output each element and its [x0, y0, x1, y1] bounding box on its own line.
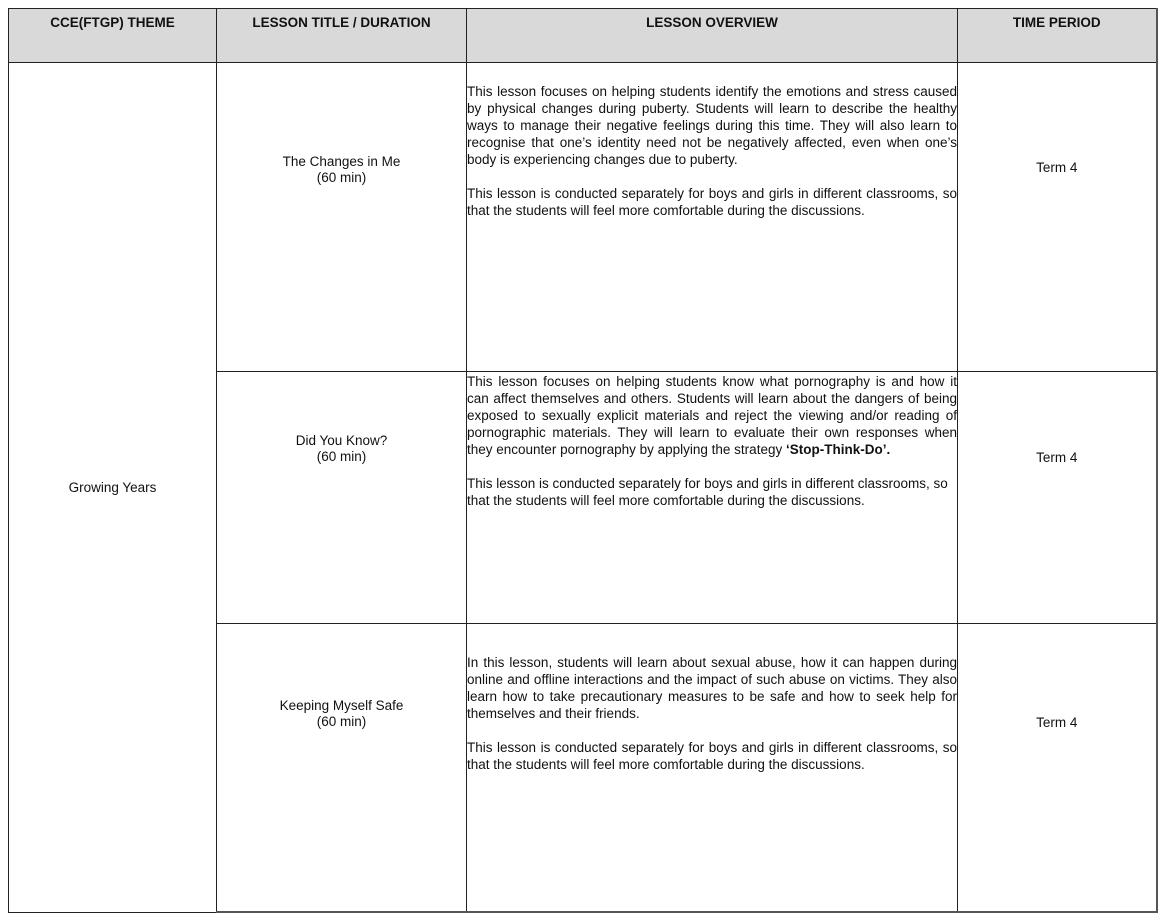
header-theme: CCE(FTGP) THEME: [9, 9, 217, 63]
lesson-title: Keeping Myself Safe: [279, 698, 404, 713]
time-period-cell: Term 4: [958, 372, 1157, 624]
overview-note: This lesson is conducted separately for boys and girls in different classrooms, so that the students will feel more comfortable during the discussions.: [467, 476, 948, 508]
strategy-name: ‘Stop-Think-Do’.: [785, 442, 891, 457]
time-period-cell: Term 4: [958, 624, 1157, 913]
overview-paragraph: [467, 373, 957, 458]
header-row: [9, 9, 1157, 63]
lesson-table: [8, 8, 1158, 913]
header-lesson-title: LESSON TITLE / DURATION: [217, 9, 467, 63]
header-lesson-overview: LESSON OVERVIEW: [467, 9, 958, 63]
lesson-overview-cell: [467, 63, 958, 372]
overview-paragraph: In this lesson, students will learn about sexual abuse, how it can happen during online and offline interactions and the impact of such abuse on victims. They also learn how to take precautionary measures to be safe and how to seek help for themselves and their friends.: [467, 655, 957, 721]
lesson-title: Did You Know?: [295, 433, 388, 448]
overview-note: This lesson is conducted separately for boys and girls in different classrooms, so that the students will feel more comfortable during the discussions.: [467, 186, 957, 218]
lesson-overview-cell: [467, 624, 958, 913]
lesson-title: The Changes in Me: [282, 154, 401, 169]
lesson-duration: (60 min): [316, 170, 367, 185]
lesson-title-cell: [217, 372, 467, 624]
lesson-duration: (60 min): [316, 714, 367, 729]
theme-cell: Growing Years: [9, 63, 217, 913]
overview-paragraph: This lesson focuses on helping students identify the emotions and stress caused by physical changes during puberty. Students will learn to describe the healthy ways to manage their negative feelings during this time. They will also learn to recognise that one’s identity need not be negatively affected, even when one’s body is experiencing changes due to puberty.: [467, 84, 957, 167]
lesson-title-cell: [217, 624, 467, 913]
lesson-duration: (60 min): [316, 449, 367, 464]
header-time-period: TIME PERIOD: [958, 9, 1157, 63]
lesson-overview-cell: [467, 372, 958, 624]
overview-note: This lesson is conducted separately for boys and girls in different classrooms, so that the students will feel more comfortable during the discussions.: [467, 740, 957, 772]
time-period-cell: Term 4: [958, 63, 1157, 372]
table-row: [9, 63, 1157, 372]
lesson-title-cell: [217, 63, 467, 372]
overview-text: This lesson focuses on helping students know what pornography is and how it can affect themselves and others. Students will learn about the dangers of being exposed to sexually explicit materials and reject the viewing and/or reading of pornographic materials. They will learn to evaluate their own responses when they encounter pornography by applying the strategy: [467, 374, 957, 457]
